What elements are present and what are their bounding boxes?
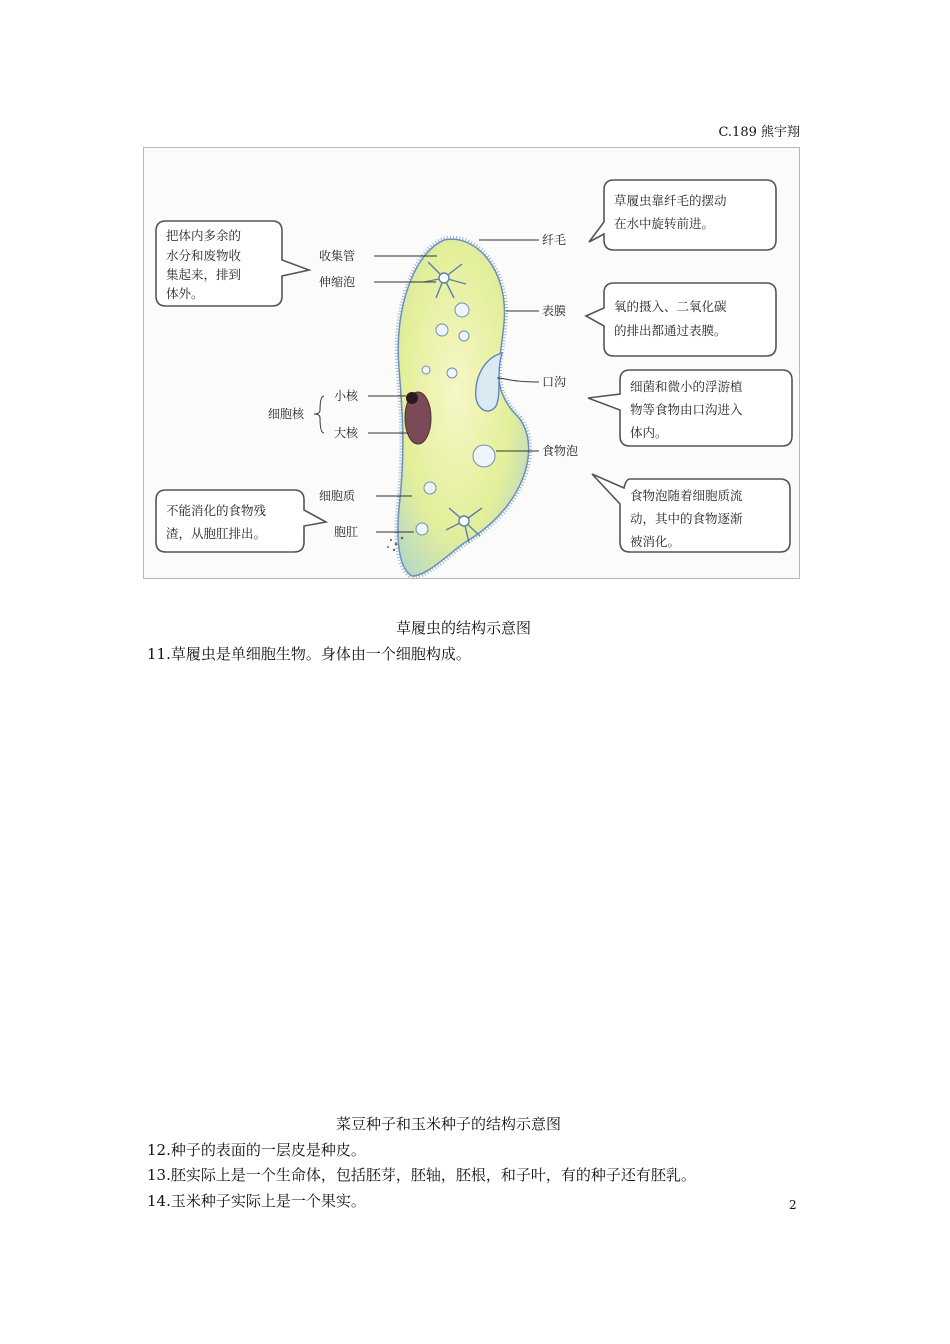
label-anal-pore: 胞肛 xyxy=(334,525,359,539)
paragraph-14: 14.玉米种子实际上是一个果实。 xyxy=(147,1192,366,1210)
bubble-membrane xyxy=(586,283,776,356)
figure1-caption: 草履虫的结构示意图 xyxy=(396,619,532,637)
svg-text:渣，从胞肛排出。: 渣，从胞肛排出。 xyxy=(166,526,267,541)
svg-text:物等食物由口沟进入: 物等食物由口沟进入 xyxy=(630,402,743,417)
label-cytoplasm: 细胞质 xyxy=(319,489,356,503)
paragraph-13: 13.胚实际上是一个生命体，包括胚芽，胚轴，胚根，和子叶，有的种子还有胚乳。 xyxy=(147,1166,696,1184)
svg-text:草履虫靠纤毛的摆动: 草履虫靠纤毛的摆动 xyxy=(614,193,727,208)
label-nucleus: 细胞核 xyxy=(268,407,305,421)
label-contractile-vacuole: 伸缩泡 xyxy=(319,275,356,289)
svg-text:被消化。: 被消化。 xyxy=(630,534,681,549)
svg-text:集起来，排到: 集起来，排到 xyxy=(166,267,242,282)
label-macronucleus: 大核 xyxy=(334,426,359,440)
svg-text:动，其中的食物逐渐: 动，其中的食物逐渐 xyxy=(630,511,743,526)
bubble-waste xyxy=(156,490,326,552)
paramecium-illustration xyxy=(144,148,801,580)
author-code: C.189 熊宇翔 xyxy=(718,125,800,140)
bubble-food-vacuole xyxy=(592,474,790,552)
label-cilia: 纤毛 xyxy=(542,233,567,247)
svg-text:体内。: 体内。 xyxy=(630,425,668,440)
svg-text:在水中旋转前进。: 在水中旋转前进。 xyxy=(614,216,715,231)
svg-text:氧的摄入、二氧化碳: 氧的摄入、二氧化碳 xyxy=(614,299,727,314)
bubble-excretion xyxy=(156,221,309,306)
label-micronucleus: 小核 xyxy=(334,389,359,403)
page-number: 2 xyxy=(789,1198,797,1212)
svg-text:把体内多余的: 把体内多余的 xyxy=(166,228,242,243)
svg-text:水分和废物收: 水分和废物收 xyxy=(166,248,242,263)
micronucleus xyxy=(406,392,418,404)
label-collecting-tube: 收集管 xyxy=(319,249,356,263)
paragraph-11: 11.草履虫是单细胞生物。身体由一个细胞构成。 xyxy=(147,645,471,663)
paragraph-12: 12.种子的表面的一层皮是种皮。 xyxy=(147,1141,366,1159)
bubble-cilia xyxy=(589,180,776,250)
figure2-caption: 菜豆种子和玉米种子的结构示意图 xyxy=(336,1115,562,1133)
bubble-oral-groove xyxy=(588,370,792,446)
svg-text:食物泡随着细胞质流: 食物泡随着细胞质流 xyxy=(630,488,743,503)
svg-text:细菌和微小的浮游植: 细菌和微小的浮游植 xyxy=(630,379,743,394)
label-food-vacuole: 食物泡 xyxy=(542,444,579,458)
label-membrane: 表膜 xyxy=(542,304,567,318)
svg-text:体外。: 体外。 xyxy=(166,286,204,301)
label-oral-groove: 口沟 xyxy=(542,375,567,389)
svg-text:不能消化的食物残: 不能消化的食物残 xyxy=(166,503,267,518)
paramecium-diagram xyxy=(143,147,800,579)
svg-text:的排出都通过表膜。: 的排出都通过表膜。 xyxy=(614,323,727,338)
